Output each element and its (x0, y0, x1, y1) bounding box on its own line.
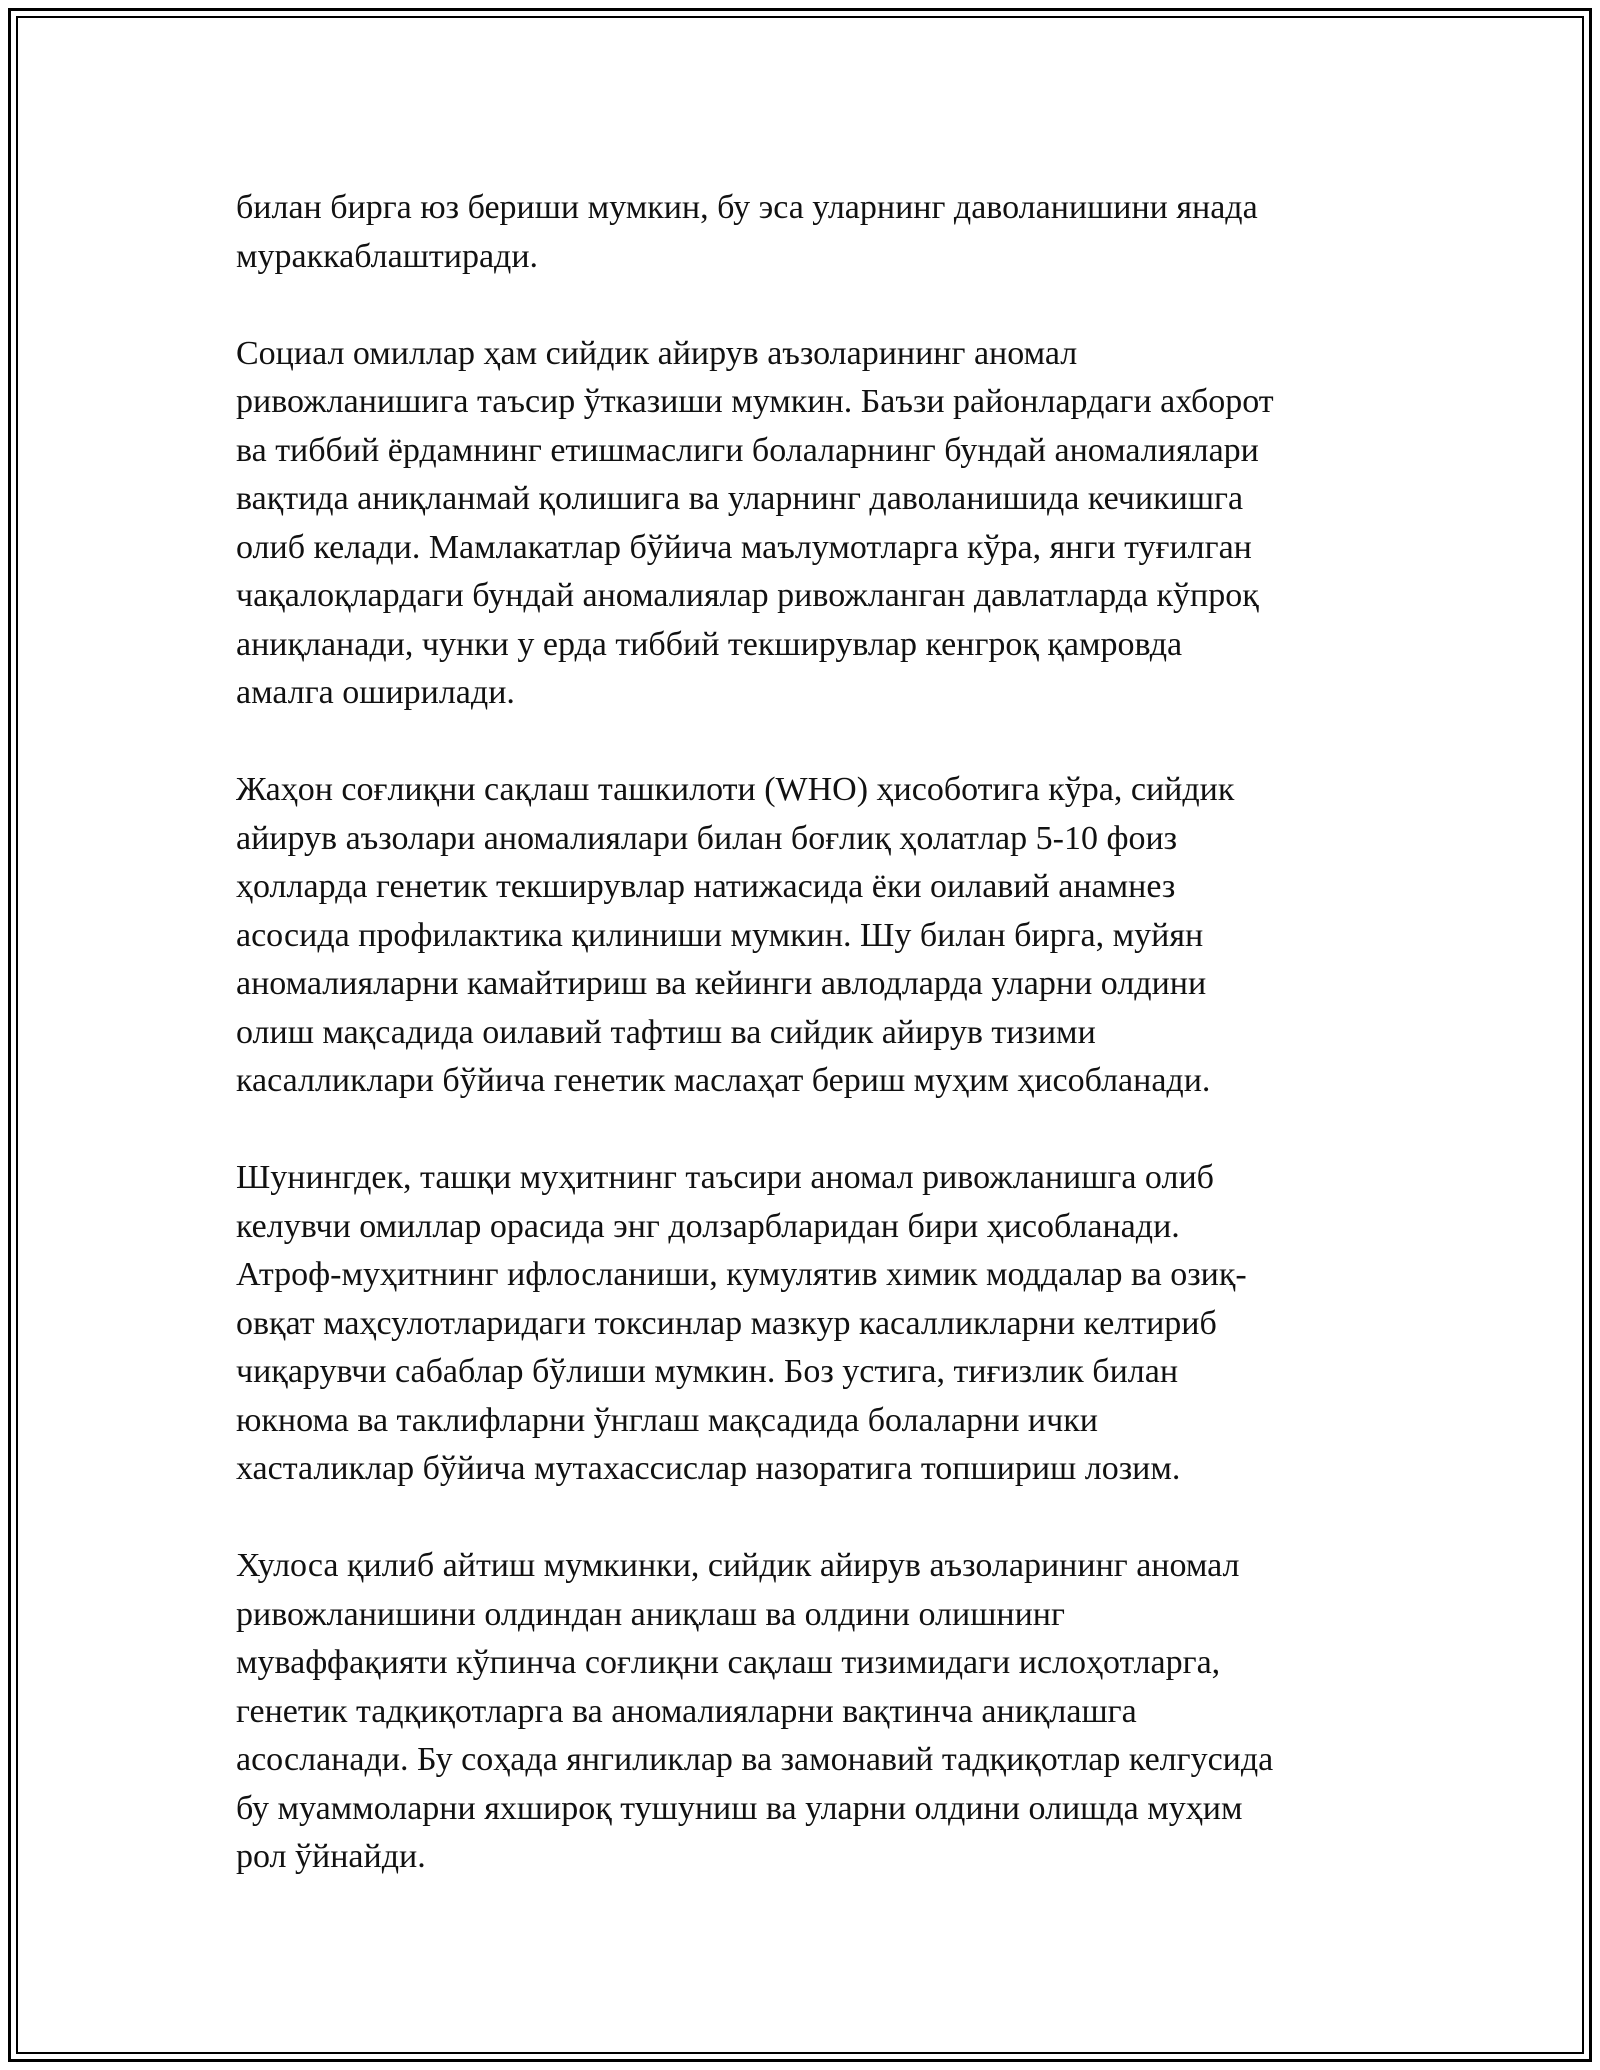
paragraph-5: Хулоса қилиб айтиш мумкинки, сийдик айирув аъзоларининг аномал ривожланишини олдиндан аниқлаш ва олдини олишнинг муваффақияти кўпинча соғлиқни сақлаш тизимидаги ислоҳотларга, генетик тадқиқотларга ва аномалияларни вақтинча аниқлашга асосланади. Бу соҳада янгиликлар ва замонавий тадқиқотлар келгусида бу муаммоларни яхшироқ тушуниш ва уларни олдини олишда муҳим рол ўйнайди. (236, 1547, 1274, 1875)
paragraph-3: Жаҳон соғлиқни сақлаш ташкилоти (WHO) ҳисоботига кўра, сийдик айирув аъзолари аномалиялари билан боғлиқ ҳолатлар 5-10 фоиз ҳолларда генетик текширувлар натижасида ёки оилавий анамнез асосида профилактика қилиниши мумкин. Шу билан бирга, муйян аномалияларни камайтириш ва кейинги авлодларда уларни олдини олиш мақсадида оилавий тафтиш ва сийдик айирув тизими касалликлари бўйича генетик маслаҳат бериш муҳим ҳисобланади. (236, 771, 1235, 1099)
document-body (236, 184, 1376, 1930)
paragraph-1: билан бирга юз бериши мумкин, бу эса уларнинг даволанишини янада мураккаблаштиради. (236, 189, 1258, 275)
paragraph-4: Шунингдек, ташқи муҳитнинг таъсири аномал ривожланишга олиб келувчи омиллар орасида энг долзарбларидан бири ҳисобланади. Атроф-муҳитнинг ифлосланиши, кумулятив химик моддалар ва озиқ- овқат маҳсулотларидаги токсинлар мазкур касалликларни келтириб чиқарувчи сабаблар бўлиши мумкин. Боз устига, тиғизлик билан юкнома ва таклифларни ўнглаш мақсадида болаларни ички хасталиклар бўйича мутахассислар назоратига топшириш лозим. (236, 1159, 1247, 1487)
paragraph-2: Социал омиллар ҳам сийдик айирув аъзоларининг аномал ривожланишига таъсир ўтказиши мумкин. Баъзи районлардаги ахборот ва тиббий ёрдамнинг етишмаслиги болаларнинг бундай аномалиялари вақтида аниқланмай қолишига ва уларнинг даволанишида кечикишга олиб келади. Мамлакатлар бўйича маълумотларга кўра, янги туғилган чақалоқлардаги бундай аномалиялар ривожланган давлатларда кўпроқ аниқланади, чунки у ерда тиббий текширувлар кенгроқ қамровда амалга оширилади. (236, 334, 1274, 711)
